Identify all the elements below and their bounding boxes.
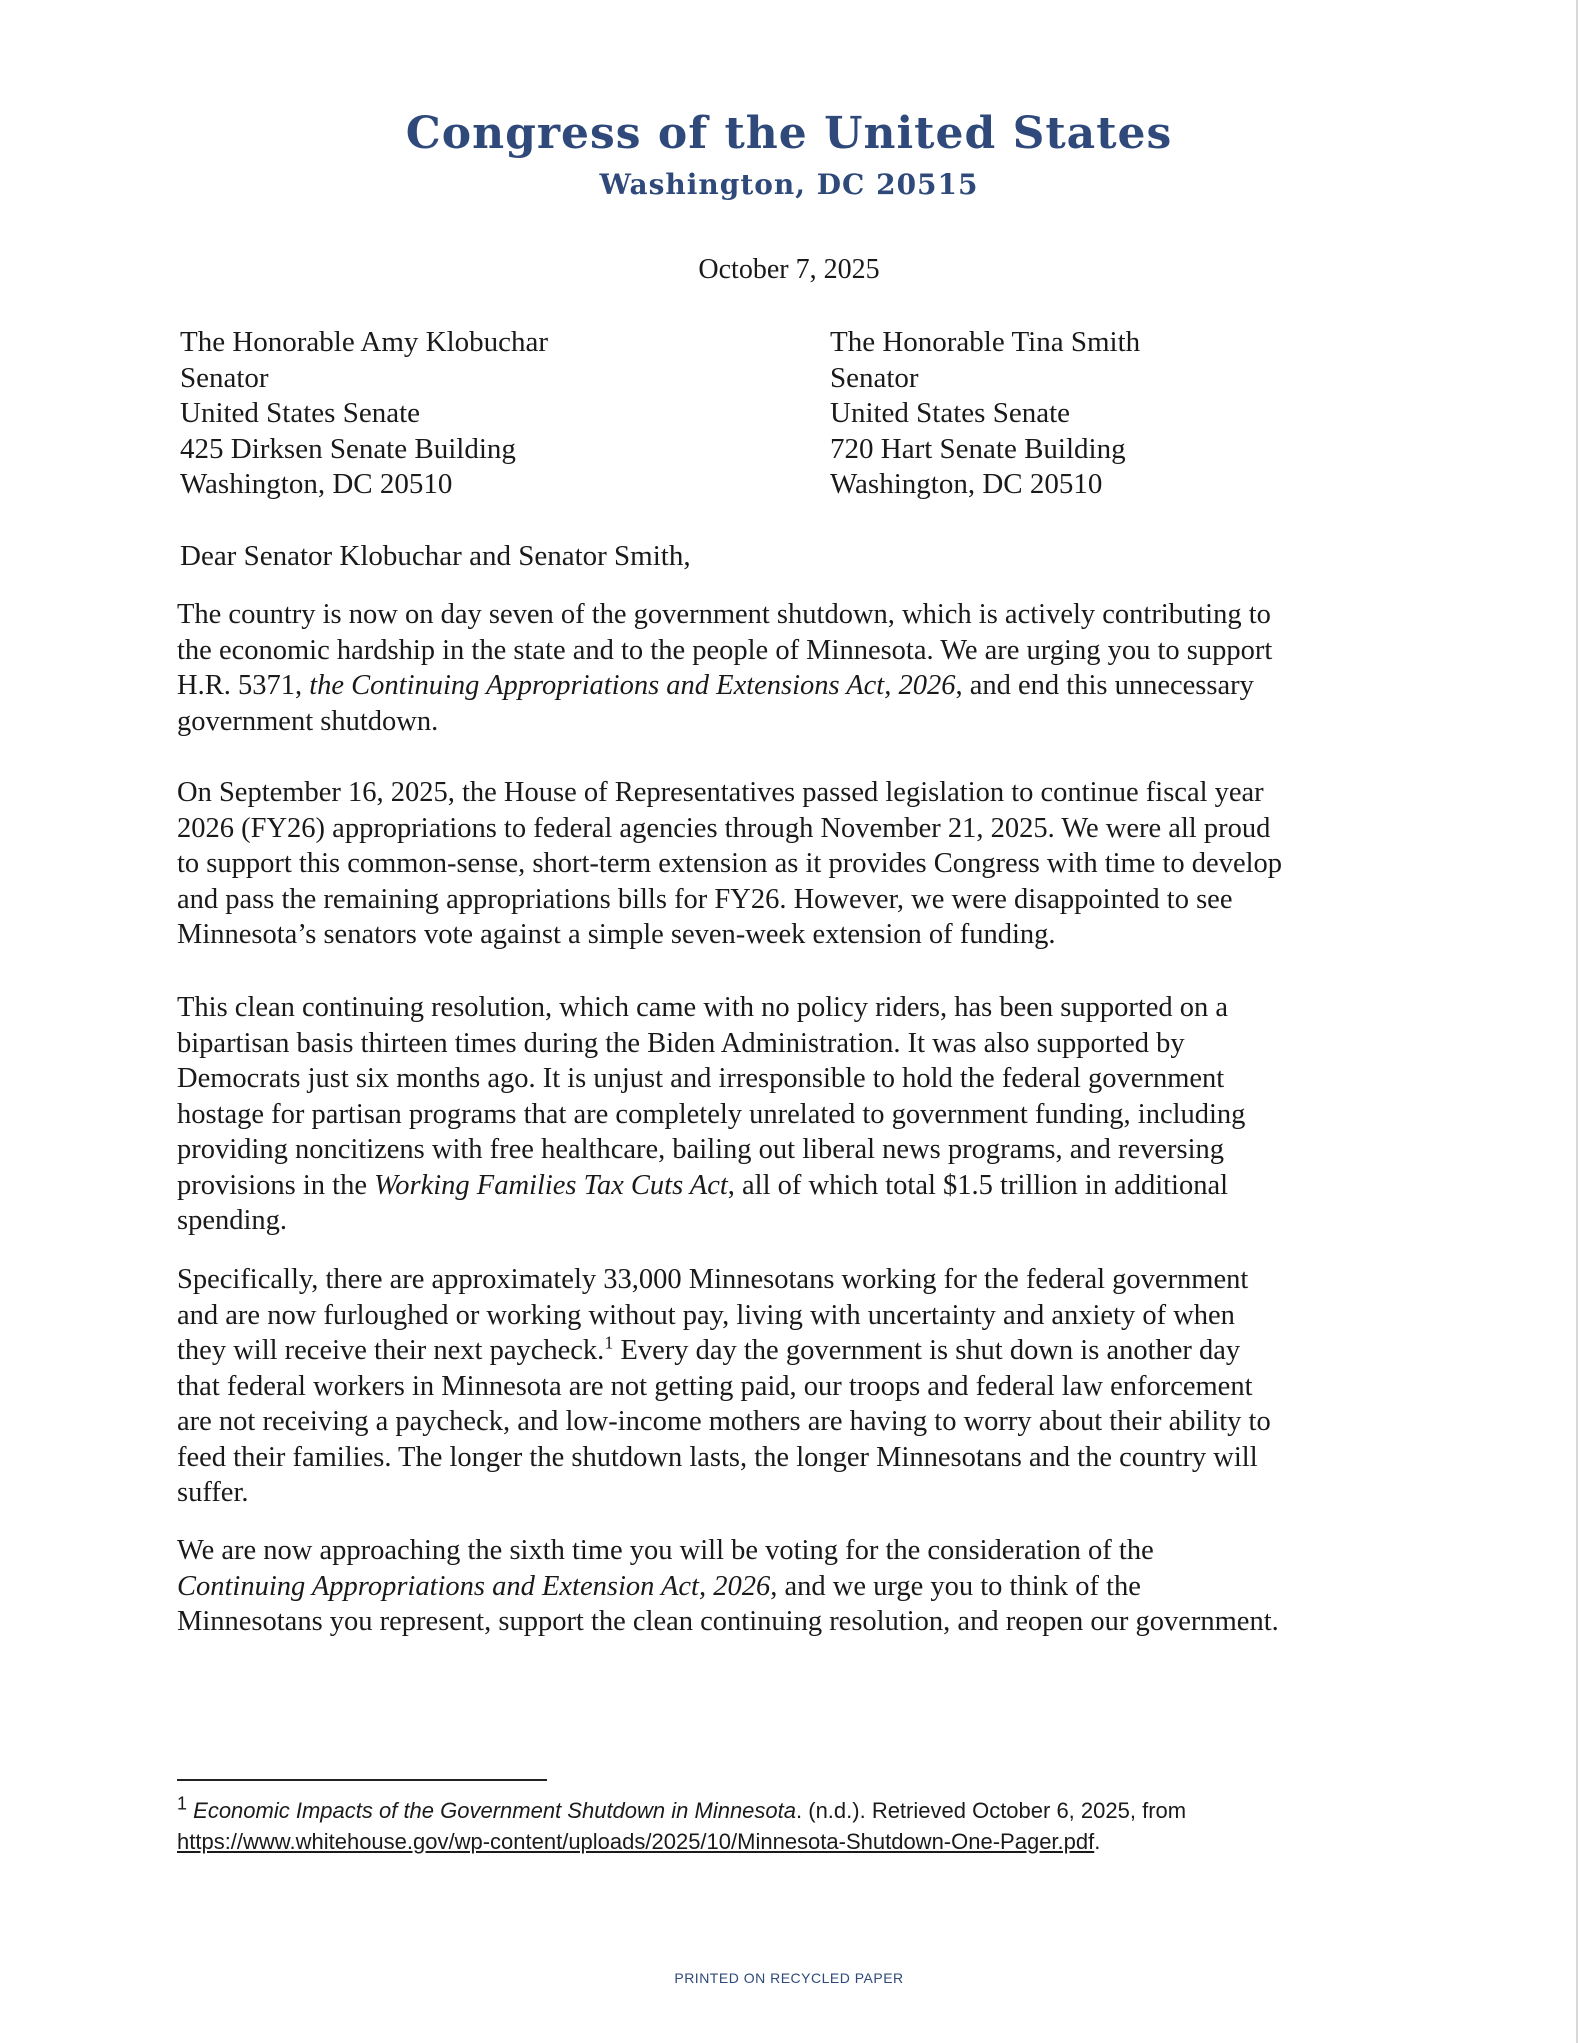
text-run: provisions in the [177, 1169, 375, 1201]
text-run: , all of which total $1.5 trillion in additional [727, 1169, 1229, 1201]
recipient-organization: United States Senate [830, 397, 1071, 429]
footnote-divider [177, 1779, 547, 1781]
paragraph-line [177, 668, 1377, 704]
footnote-line [177, 1826, 1186, 1857]
letter-date: October 7, 2025 [698, 254, 880, 285]
body-paragraph-1 [177, 597, 1377, 739]
body-paragraph-5 [177, 1533, 1377, 1640]
paragraph-line: and are now furloughed or working without pay, living with uncertainty and anxiety of when [177, 1299, 1235, 1331]
paragraph-line: 2026 (FY26) appropriations to federal agencies through November 21, 2025. We were all proud [177, 812, 1271, 844]
paragraph-line: On September 16, 2025, the House of Representatives passed legislation to continue fiscal year [177, 777, 1264, 808]
paragraph-line [177, 1168, 1377, 1204]
letterhead-title: Congress of the United States [405, 108, 1173, 159]
bill-title-italic: the Continuing Appropriations and Extensions Act, 2026 [309, 670, 956, 701]
paragraph-line: bipartisan basis thirteen times during the Biden Administration. It was also supported by [177, 1027, 1185, 1059]
recipient-building: 425 Dirksen Senate Building [180, 432, 516, 465]
footnote-period: . [1094, 1829, 1101, 1854]
footnote [177, 1795, 1186, 1857]
letterhead-address: Washington, DC 20515 [599, 168, 979, 201]
paragraph-line: are not receiving a paycheck, and low-income mothers are having to worry about their ability to [177, 1406, 1271, 1437]
salutation: Dear Senator Klobuchar and Senator Smith, [180, 540, 691, 572]
text-run: Every day the government is shut down is another day [613, 1335, 1241, 1366]
recipient-title: Senator [180, 361, 269, 394]
recipient-address-left [180, 325, 548, 503]
paragraph-line: government shutdown. [177, 705, 439, 737]
footnote-link[interactable]: https://www.whitehouse.gov/wp-content/uploads/2025/10/Minnesota-Shutdown-One-Pager.pdf [177, 1829, 1095, 1854]
paragraph-line: This clean continuing resolution, which came with no policy riders, has been supported on a [177, 992, 1229, 1023]
act-title-italic: Working Families Tax Cuts Act [374, 1169, 728, 1201]
recipient-city: Washington, DC 20510 [180, 468, 453, 500]
paragraph-line: spending. [177, 1205, 288, 1236]
paragraph-line: Specifically, there are approximately 33,000 Minnesotans working for the federal government [177, 1264, 1249, 1295]
recipient-address-right [830, 325, 1140, 503]
recipient-building: 720 Hart Senate Building [830, 432, 1126, 465]
paragraph-line: providing noncitizens with free healthcare, bailing out liberal news programs, and reversing [177, 1134, 1225, 1165]
recipient-name: The Honorable Tina Smith [830, 326, 1141, 358]
paragraph-line: Minnesotans you represent, support the clean continuing resolution, and reopen our government. [177, 1606, 1279, 1637]
paragraph-line: and pass the remaining appropriations bills for FY26. However, we were disappointed to see [177, 883, 1233, 915]
paragraph-line: hostage for partisan programs that are completely unrelated to government funding, including [177, 1098, 1246, 1130]
text-run: H.R. 5371, [177, 670, 310, 701]
paragraph-line: that federal workers in Minnesota are not getting paid, our troops and federal law enforcement [177, 1370, 1253, 1402]
recipient-organization: United States Senate [180, 397, 421, 429]
recycled-paper-notice: PRINTED ON RECYCLED PAPER [674, 1970, 904, 1986]
body-paragraph-4 [177, 1262, 1377, 1511]
paragraph-line: suffer. [177, 1477, 249, 1508]
footnote-reference: 1 [604, 1332, 614, 1353]
paragraph-line: The country is now on day seven of the government shutdown, which is actively contributing to [177, 599, 1271, 630]
recipient-name: The Honorable Amy Klobuchar [180, 326, 549, 358]
paragraph-line [177, 1333, 1377, 1369]
act-title-italic: Continuing Appropriations and Extension Act, 2026 [177, 1570, 771, 1602]
recipient-title: Senator [830, 361, 919, 394]
body-paragraph-2 [177, 775, 1377, 953]
paragraph-line: Minnesota’s senators vote against a simple seven-week extension of funding. [177, 919, 1056, 950]
recipient-city: Washington, DC 20510 [830, 468, 1103, 500]
text-run: , and we urge you to think of the [770, 1570, 1141, 1602]
paragraph-line: the economic hardship in the state and to the people of Minnesota. We are urging you to support [177, 634, 1273, 666]
paragraph-line: feed their families. The longer the shutdown lasts, the longer Minnesotans and the country will [177, 1441, 1258, 1473]
text-run: they will receive their next paycheck. [177, 1335, 605, 1366]
paragraph-line: Democrats just six months ago. It is unjust and irresponsible to hold the federal government [177, 1063, 1225, 1094]
paragraph-line [177, 1569, 1377, 1605]
body-paragraph-3 [177, 990, 1377, 1239]
paragraph-line: to support this common-sense, short-term extension as it provides Congress with time to develop [177, 848, 1283, 879]
footnote-citation: . (n.d.). Retrieved October 6, 2025, from [796, 1798, 1187, 1823]
footnote-line [177, 1795, 1186, 1826]
footnote-number: 1 [177, 1793, 188, 1814]
text-run: , and end this unnecessary [955, 670, 1254, 701]
paragraph-line: We are now approaching the sixth time you will be voting for the consideration of the [177, 1535, 1154, 1566]
footnote-source-title: Economic Impacts of the Government Shutdown in Minnesota [193, 1798, 797, 1823]
